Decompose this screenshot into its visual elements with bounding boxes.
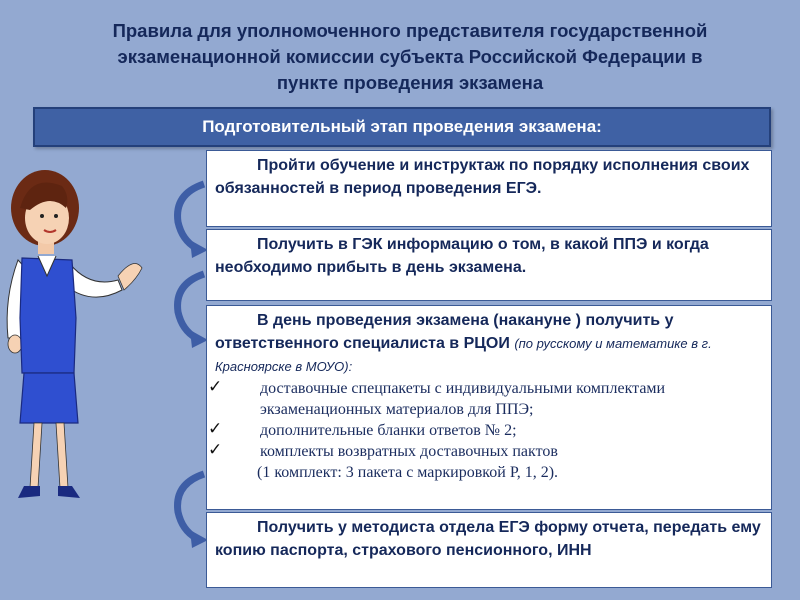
- step-box-report-form: [206, 512, 772, 588]
- title-line-3: пункте проведения экзамена: [276, 72, 544, 93]
- check-icon: ✓: [208, 419, 223, 439]
- step-box-exam-day: [206, 305, 772, 510]
- title-line-2: экзаменационной комиссии субъекта Российской Федерации в: [117, 46, 703, 67]
- title-line-1: Правила для уполномоченного представителя государственной: [112, 20, 708, 41]
- step-text: Пройти обучение и инструктаж по порядку исполнения своих обязанностей в период проведения ЕГЭ.: [215, 157, 750, 197]
- step-box-gek-info: [206, 229, 772, 301]
- woman-illustration: [0, 168, 190, 518]
- check-icon: ✓: [208, 440, 223, 460]
- step-lead: В день проведения экзамена (накануне ) получить у ответственного специалиста в РЦОИ: [215, 312, 674, 352]
- step-text: [215, 309, 763, 378]
- step-note: (по русскому и математике в г. Красноярске в МОУО):: [215, 336, 712, 374]
- check-icon: ✓: [208, 377, 223, 397]
- page-title: [40, 18, 780, 96]
- list-item: ✓ дополнительные бланки ответов № 2;: [208, 419, 517, 439]
- list-item: ✓ доставочные спецпакеты с индивидуальными комплектами экзаменационных материалов для ППЭ;: [208, 377, 666, 418]
- kit-note: (1 комплект: 3 пакета с маркировкой Р, 1, 2).: [257, 464, 559, 481]
- section-banner: Подготовительный этап проведения экзамена:: [33, 107, 771, 147]
- list-item: ✓ комплекты возвратных доставочных пактов: [208, 440, 558, 460]
- step-text: Получить в ГЭК информацию о том, в какой ППЭ и когда необходимо прибыть в день экзамена.: [215, 236, 709, 276]
- step-box-training: [206, 150, 772, 227]
- step-text: Получить у методиста отдела ЕГЭ форму отчета, передать ему копию паспорта, страхового пенсионного, ИНН: [215, 519, 761, 559]
